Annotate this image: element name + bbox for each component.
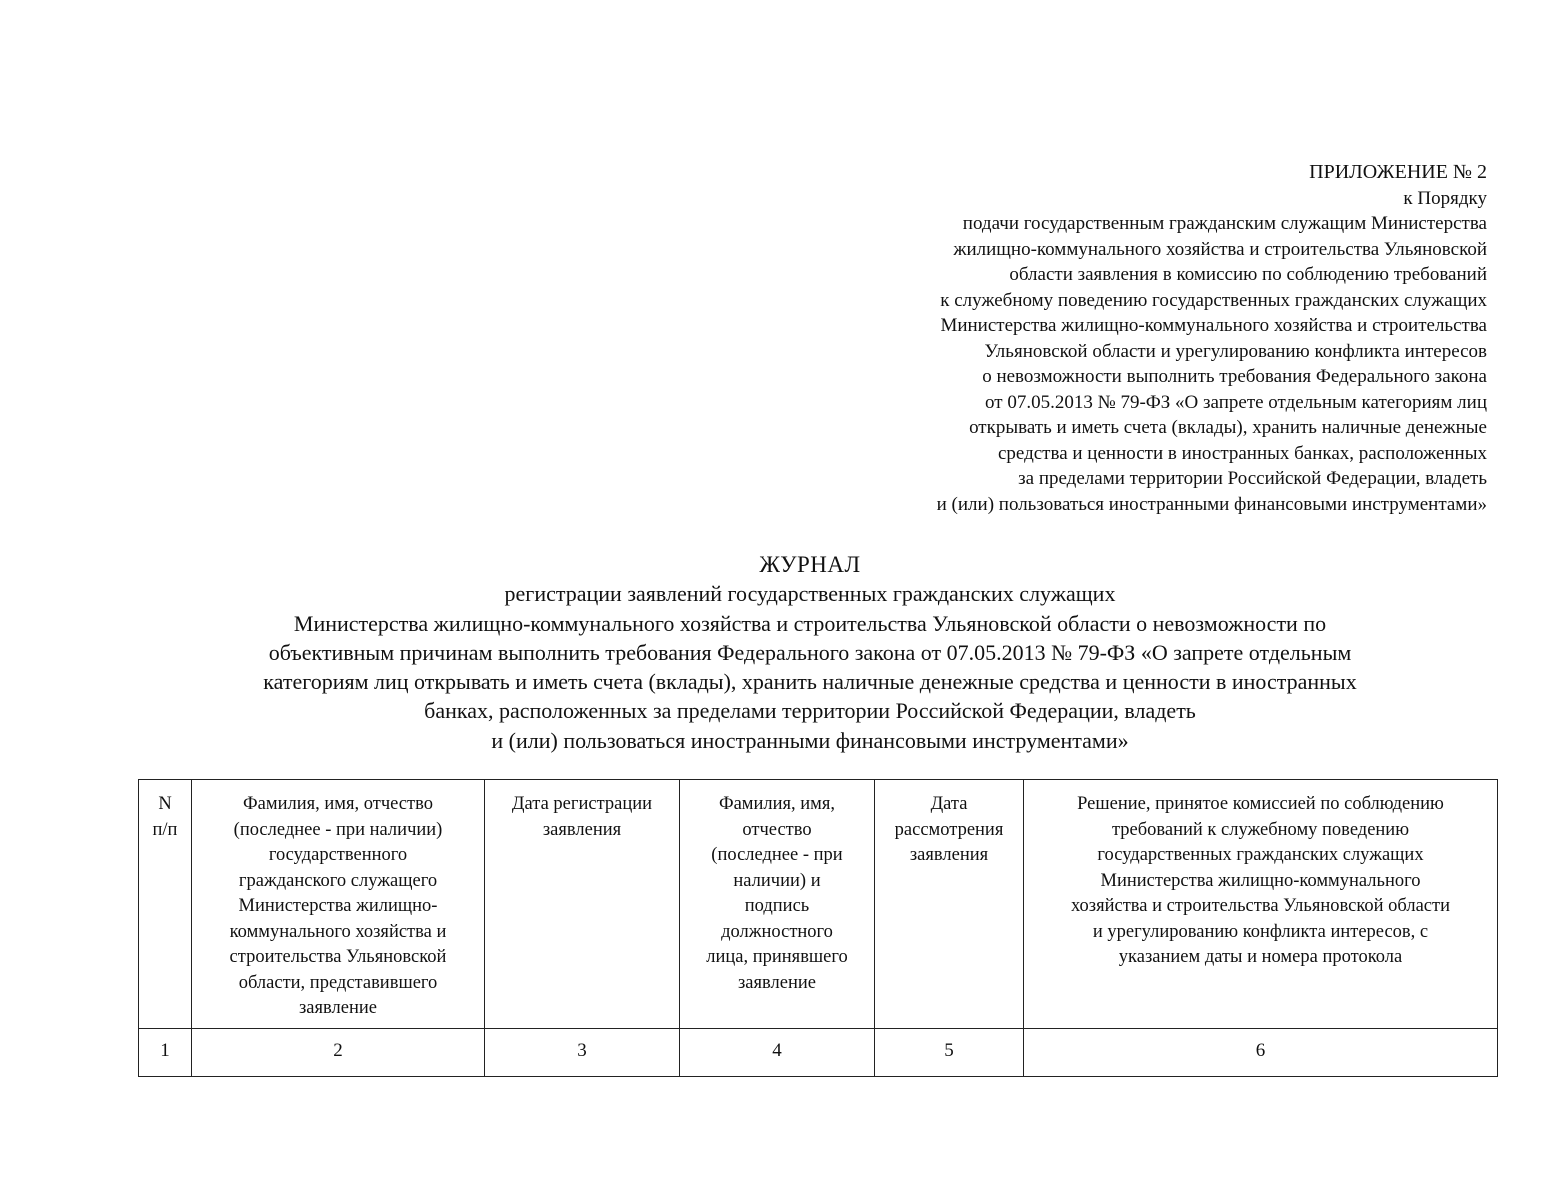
header-text: заявления — [542, 819, 622, 840]
journal-title: ЖУРНАЛ — [759, 552, 861, 577]
appendix-line: за пределами территории Российской Федерации, владеть — [1018, 468, 1487, 489]
appendix-line: к Порядку — [1403, 187, 1487, 209]
appendix-line: о невозможности выполнить требования Федерального закона — [982, 366, 1487, 387]
header-text: и урегулированию конфликта интересов, с — [1092, 921, 1429, 942]
column-number-cell: 6 — [1024, 1028, 1498, 1076]
header-text: (последнее - при наличии) — [233, 819, 443, 840]
table-header-row — [139, 780, 1498, 1029]
column-number-cell: 3 — [485, 1028, 680, 1076]
header-text: заявления — [909, 845, 989, 865]
journal-subtitle-line: категориям лиц открывать и иметь счета (вклады), хранить наличные денежные средства и ценности в иностранных — [263, 669, 1357, 695]
header-text: Дата регистрации — [511, 794, 653, 814]
header-cell-review-date — [875, 780, 1024, 1029]
header-text: коммунального хозяйства и — [229, 921, 447, 942]
header-text: N — [158, 794, 172, 814]
journal-subtitle-line: регистрации заявлений государственных гражданских служащих — [504, 581, 1116, 607]
header-cell-receiver-name — [680, 780, 875, 1029]
header-text: Фамилия, имя, — [718, 794, 836, 814]
appendix-line: жилищно-коммунального хозяйства и строительства Ульяновской — [953, 238, 1487, 260]
appendix-line: Ульяновской области и урегулированию конфликта интересов — [984, 340, 1487, 362]
header-text: подпись — [744, 896, 810, 916]
header-text: Решение, принятое комиссией по соблюдению — [1077, 794, 1444, 814]
appendix-line: подачи государственным гражданским служащим Министерства — [962, 213, 1487, 234]
header-cell-registration-date — [485, 780, 680, 1029]
header-text: хозяйства и строительства Ульяновской области — [1070, 896, 1450, 916]
header-text: лица, принявшего — [706, 947, 848, 967]
header-text: указанием даты и номера протокола — [1118, 947, 1403, 967]
header-cell-applicant-name — [192, 780, 485, 1029]
header-text: отчество — [742, 819, 812, 840]
header-text: (последнее - при — [711, 845, 843, 865]
header-text: строительства Ульяновской — [229, 947, 447, 967]
header-text: Фамилия, имя, отчество — [243, 794, 433, 814]
header-text: должностного — [721, 921, 833, 942]
header-text: п/п — [152, 819, 178, 840]
header-text: государственного — [268, 845, 408, 865]
appendix-title: ПРИЛОЖЕНИЕ № 2 — [1309, 161, 1487, 183]
journal-subtitle-line: объективным причинам выполнить требования Федерального закона от 07.05.2013 № 79-ФЗ «О запрете отдельным — [268, 639, 1352, 665]
column-number-cell: 5 — [875, 1028, 1024, 1076]
appendix-line: от 07.05.2013 № 79-ФЗ «О запрете отдельным категориям лиц — [985, 391, 1487, 413]
header-text: области, представившего — [238, 972, 438, 993]
header-cell-number — [139, 780, 192, 1029]
header-text: Дата — [930, 794, 968, 814]
journal-subtitle-line: Министерства жилищно-коммунального хозяйства и строительства Ульяновской области о невозможности по — [293, 610, 1327, 636]
appendix-block — [767, 160, 1487, 517]
registration-table — [138, 779, 1498, 1077]
column-number-cell: 1 — [139, 1028, 192, 1076]
appendix-line: открывать и иметь счета (вклады), хранить наличные денежные — [969, 417, 1487, 438]
header-text: государственных гражданских служащих — [1097, 845, 1424, 865]
header-text: требований к служебному поведению — [1111, 819, 1410, 840]
appendix-line: и (или) пользоваться иностранными финансовыми инструментами» — [936, 493, 1487, 515]
header-text: наличии) и — [733, 870, 821, 891]
header-cell-commission-decision — [1024, 780, 1498, 1029]
journal-subtitle-line: и (или) пользоваться иностранными финансовыми инструментами» — [491, 727, 1129, 753]
journal-subtitle-line: банках, расположенных за пределами территории Российской Федерации, владеть — [424, 698, 1196, 724]
column-number-cell: 4 — [680, 1028, 875, 1076]
header-text: Министерства жилищно- — [238, 896, 438, 916]
appendix-line: средства и ценности в иностранных банках, расположенных — [997, 442, 1487, 464]
column-number-row — [139, 1028, 1498, 1076]
header-text: рассмотрения — [894, 819, 1004, 840]
header-text: Министерства жилищно-коммунального — [1100, 870, 1421, 891]
appendix-line: Министерства жилищно-коммунального хозяйства и строительства — [940, 315, 1487, 336]
header-text: заявление — [299, 998, 377, 1018]
journal-heading — [120, 550, 1500, 755]
appendix-line: области заявления в комиссию по соблюдению требований — [1009, 264, 1487, 285]
header-text: заявление — [738, 972, 816, 993]
appendix-line: к служебному поведению государственных гражданских служащих — [940, 289, 1487, 311]
column-number-cell: 2 — [192, 1028, 485, 1076]
header-text: гражданского служащего — [238, 870, 438, 891]
